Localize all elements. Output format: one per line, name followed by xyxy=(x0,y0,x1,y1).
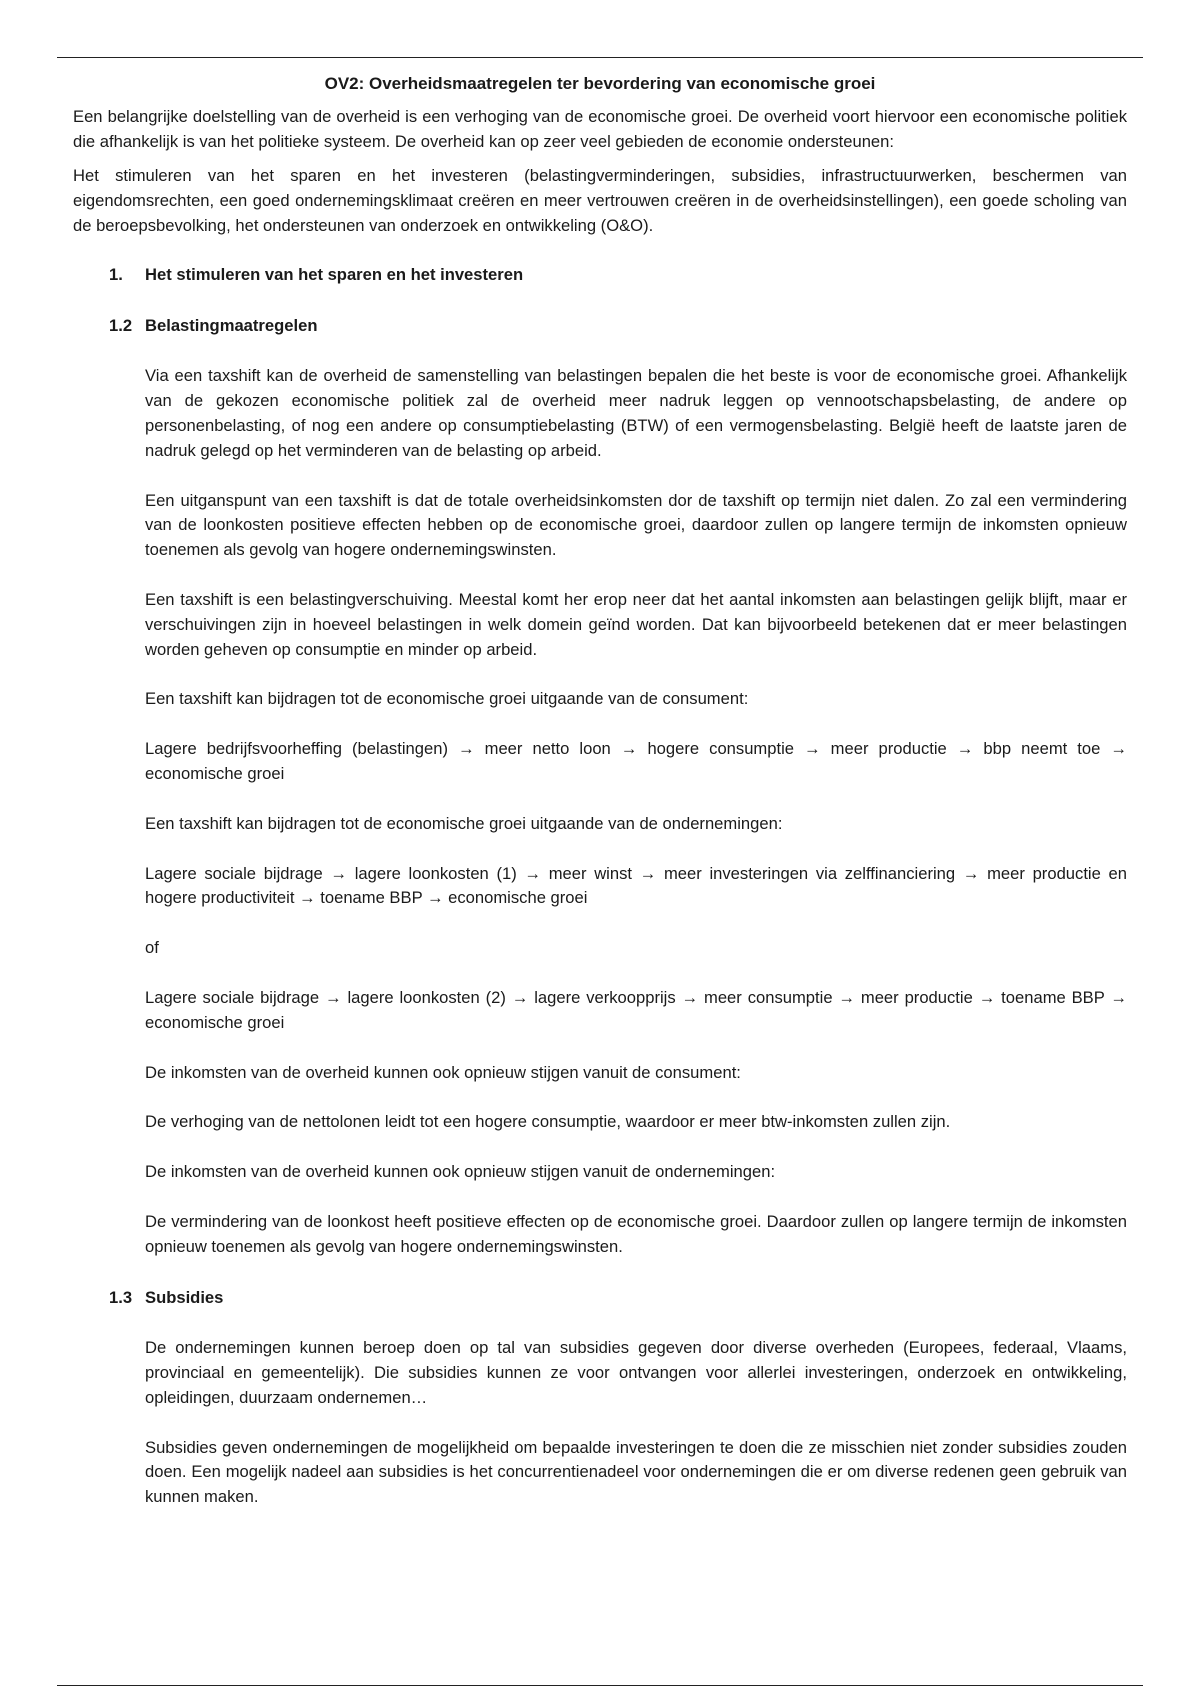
paragraph: Subsidies geven ondernemingen de mogelijkheid om bepaalde investeringen te doen die ze misschien niet zonder subsidies zouden doen. Een mogelijk nadeel aan subsidies is het concurrentienadeel voor ondernemingen die er om diverse redenen geen gebruik van kunnen maken. xyxy=(145,1437,1127,1507)
paragraph: Een uitganspunt van een taxshift is dat de totale overheidsinkomsten dor de taxshift op termijn niet dalen. Zo zal een vermindering van de loonkosten positieve effecten hebben op de economische groei, daardoor zullen op langere termijn de inkomsten opnieuw toenemen als gevolg van hogere ondernemingswinsten. xyxy=(145,490,1127,560)
section-1-2-number: 1.2 xyxy=(109,315,133,335)
paragraph: De vermindering van de loonkost heeft positieve effecten op de economische groei. Daardoor zullen op langere termijn de inkomsten opnieuw toenemen als gevolg van hogere ondernemingswinsten. xyxy=(145,1211,1127,1256)
paragraph: De ondernemingen kunnen beroep doen op tal van subsidies gegeven door diverse overheden (Europees, federaal, Vlaams, provinciaal en gemeentelijk). Die subsidies kunnen ze voor ontvangen voor allerlei investeringen, onderzoek en ontwikkeling, opleidingen, duurzaam ondernemen… xyxy=(145,1338,1127,1407)
top-rule xyxy=(57,57,1143,58)
section-1-3-body xyxy=(73,1336,1127,1510)
section-1-3-heading xyxy=(73,1286,1127,1311)
section-1-number: 1. xyxy=(109,264,123,284)
chain-consumer: Lagere bedrijfsvoorheffing (belastingen) → meer netto loon → hogere consumptie → meer productie → bbp neemt toe → economische groei xyxy=(145,739,1127,783)
paragraph: De inkomsten van de overheid kunnen ook opnieuw stijgen vanuit de consument: xyxy=(145,1062,741,1082)
section-1-title: Het stimuleren van het sparen en het investeren xyxy=(145,264,524,284)
paragraph: Een taxshift is een belastingverschuiving. Meestal komt her erop neer dat het aantal inkomsten aan belastingen gelijk blijft, maar er verschuivingen zijn in hoeveel belastingen in welk domein geïnd worden. Dat kan bijvoorbeeld betekenen dat er meer belastingen worden geheven op consumptie en minder op arbeid. xyxy=(145,589,1127,659)
intro-paragraph-2: Het stimuleren van het sparen en het investeren (belastingverminderingen, subsidies, infrastructuurwerken, beschermen van eigendomsrechten, een goed ondernemingsklimaat creëren en meer vertrouwen creëren in de overheidsinstellingen), een goede scholing van de beroepsbevolking, het ondersteunen van onderzoek en ontwikkeling (O&O). xyxy=(73,166,1127,235)
paragraph: Een taxshift kan bijdragen tot de economische groei uitgaande van de consument: xyxy=(145,689,749,709)
section-1-2-heading xyxy=(73,314,1127,339)
bottom-rule xyxy=(57,1685,1143,1686)
paragraph: Een taxshift kan bijdragen tot de economische groei uitgaande van de ondernemingen: xyxy=(145,813,783,833)
intro-paragraph-1: Een belangrijke doelstelling van de overheid is een verhoging van de economische groei. De overheid voort hiervoor een economische politiek die afhankelijk is van het politieke systeem. De overheid kan op zeer veel gebieden de economie ondersteunen: xyxy=(73,106,1127,151)
chain-companies-2: Lagere sociale bijdrage → lagere loonkosten (2) → lagere verkoopprijs → meer consumptie → meer productie → toename BBP → economische groei xyxy=(145,987,1127,1032)
chain-companies-1: Lagere sociale bijdrage → lagere loonkosten (1) → meer winst → meer investeringen via zelffinanciering → meer productie en hogere productiviteit → toename BBP → economische groei xyxy=(145,863,1127,908)
paragraph: De inkomsten van de overheid kunnen ook opnieuw stijgen vanuit de ondernemingen: xyxy=(145,1162,776,1182)
paragraph: De verhoging van de nettolonen leidt tot een hogere consumptie, waardoor er meer btw-inkomsten zullen zijn. xyxy=(145,1112,951,1132)
section-1-2-body xyxy=(73,364,1127,1259)
section-1-heading xyxy=(73,263,1127,288)
document-page xyxy=(73,72,1127,1510)
section-1-3-number: 1.3 xyxy=(109,1287,133,1307)
or-separator: of xyxy=(145,938,159,958)
page-title: OV2: Overheidsmaatregelen ter bevordering van economische groei xyxy=(324,74,876,93)
section-1-3-title: Subsidies xyxy=(145,1287,224,1307)
section-1-2-title: Belastingmaatregelen xyxy=(145,315,318,335)
paragraph: Via een taxshift kan de overheid de samenstelling van belastingen bepalen die het beste is voor de economische groei. Afhankelijk van de gekozen economische politiek zal de overheid meer nadruk leggen op vennootschapsbelasting, de andere op personenbelasting, of nog een andere op consumptiebelasting (BTW) of een vermogensbelasting. België heeft de laatste jaren de nadruk gelegd op het verminderen van de belasting op arbeid. xyxy=(145,366,1127,460)
